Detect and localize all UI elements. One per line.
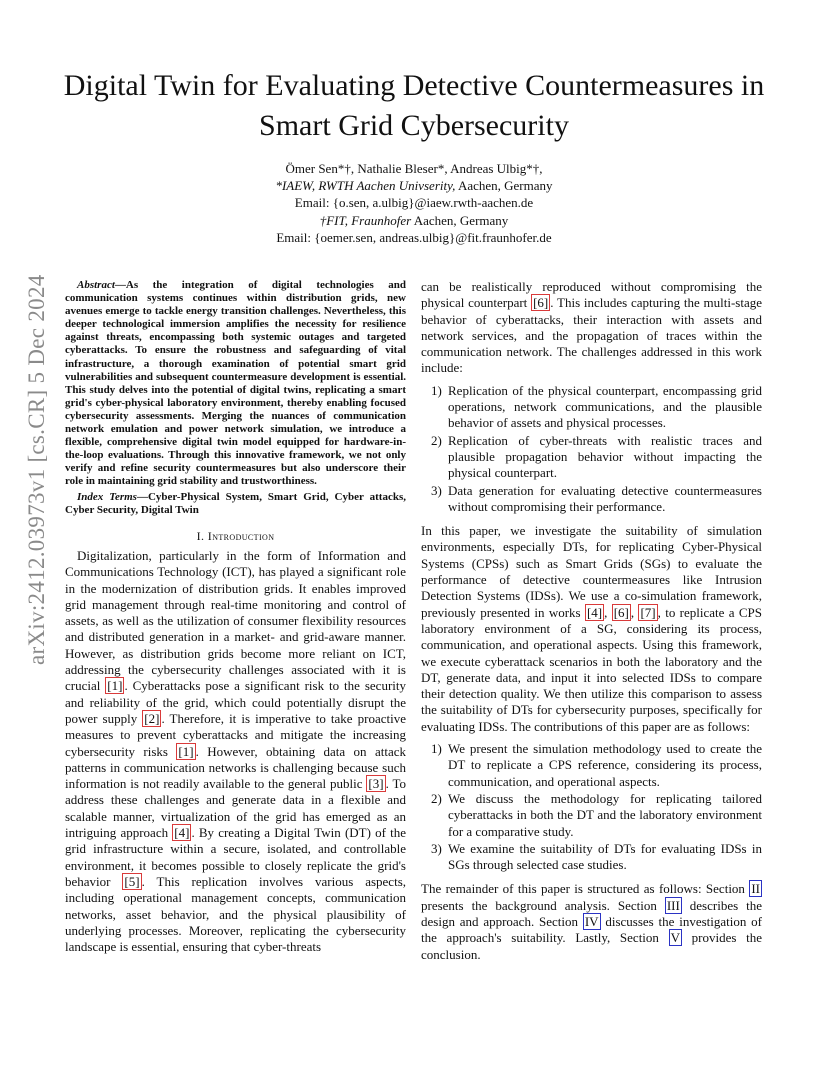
p3-text-2: presents the background analysis. Section [421, 897, 665, 913]
intro-paragraph-continued [421, 279, 762, 377]
list-item-text: We discuss the methodology for replicating tailored cyberattacks in both the DT and the laboratory environment for a comparative study. [448, 790, 762, 839]
author-block [120, 160, 708, 246]
citation-link[interactable]: [7] [640, 604, 656, 620]
list-item-text: We present the simulation methodology used to create the DT to replicate a CPS reference, considering its process, communication, and operational aspects. [448, 741, 762, 789]
p3-text-5: provides the conclusion. [421, 930, 762, 962]
p3-text-1: The remainder of this paper is structured as follows: Section [421, 881, 750, 897]
list-number: 1) [431, 382, 442, 398]
list-item [421, 383, 762, 432]
affiliation-2-place: Aachen, Germany [411, 212, 509, 228]
citation-link[interactable]: [1] [178, 743, 194, 759]
intro-text-9: . This includes capturing the multi-stage behavior of cyberattacks, their interaction with assets and network services, and the propagation of traces within the communication network. The challenges addressed in this work include: [421, 295, 762, 376]
section-heading-introduction: I. Introduction [196, 528, 275, 543]
affiliation-1-institution: *IAEW, RWTH Aachen Univserity, [275, 178, 456, 194]
list-number: 2) [431, 432, 442, 448]
list-number: 3) [431, 482, 442, 498]
abstract-lead: Abstract [77, 279, 115, 291]
section-ref-link[interactable]: IV [584, 913, 599, 929]
index-terms [65, 491, 406, 517]
affiliation-1 [120, 177, 708, 194]
citation-link[interactable]: [2] [144, 710, 160, 726]
section-ref-link[interactable]: V [670, 930, 680, 946]
citation-link[interactable]: [5] [124, 873, 140, 889]
author-names: Ömer Sen*†, Nathalie Bleser*, Andreas Ulbig*†, [285, 161, 543, 176]
intro-text-8: can be realistically reproduced without compromising the physical counterpart [421, 279, 762, 311]
p2-text-3: , [630, 604, 639, 620]
list-item-text: Replication of cyber-threats with realistic traces and plausible propagation behavior without impacting the physical counterpart. [448, 432, 762, 481]
citation-link[interactable]: [1] [107, 678, 123, 694]
list-item [421, 841, 762, 874]
email-1: Email: {o.sen, a.ulbig}@iaew.rwth-aachen.de [294, 195, 534, 211]
list-item [421, 791, 762, 840]
index-terms-lead: Index Terms [77, 490, 137, 503]
list-item-text: We examine the suitability of DTs for evaluating IDSs in SGs through selected case studies. [448, 840, 762, 873]
list-item [421, 483, 762, 516]
list-number: 1) [431, 741, 442, 757]
p3-text-3: describes the design and approach. Section [421, 897, 762, 929]
section-ref-link[interactable]: III [666, 897, 680, 913]
paragraph-structure [421, 881, 762, 962]
list-item-text: Replication of the physical counterpart, encompassing grid operations, network communications, and the plausible behavior of assets and physical processes. [448, 382, 762, 431]
intro-text-3: . Therefore, it is imperative to take proactive measures to prevent cyberattacks and mitigate the increasing cybersecurity risks [65, 710, 406, 759]
paper-title: Digital Twin for Evaluating Detective Countermeasures in Smart Grid Cybersecurity [63, 69, 765, 142]
affiliation-1-place: Aachen, Germany [455, 178, 553, 194]
list-item [421, 741, 762, 790]
p2-text-1: In this paper, we investigate the suitability of simulation environments, especially DTs, for replicating Cyber-Physical Systems (CPSs) such as Smart Grids (SGs) to evaluate the performance of detective countermeasures like Intrusion Detection Systems (IDSs). We use a co-simulation framework, previously presented in works [421, 523, 762, 620]
section-ref-link[interactable]: II [751, 881, 760, 897]
p2-text-2: , [604, 604, 612, 620]
right-column [421, 279, 762, 963]
intro-text-6: . By creating a Digital Twin (DT) of the grid infrastructure within a secure, isolated, and controllable environment, it becomes possible to closely replicate the grid's behavior [65, 825, 406, 889]
list-number: 3) [431, 840, 442, 856]
contributions-list [421, 741, 762, 873]
p3-text-4: discusses the investigation of the approach's suitability. Lastly, Section [421, 913, 762, 946]
list-item-text: Data generation for evaluating detective countermeasures without compromising their performance. [448, 482, 762, 514]
abstract-text: —As the integration of digital technologies and communication systems continues within distribution grids, new avenues emerge to tackle energy transition challenges. Nevertheless, this deeper technological immersion amplifies the necessity for resilience against threats, encompassing both systemic outages and targeted cyberattacks. To ensure the robustness and safeguarding of vital infrastructure, a thorough examination of potential smart grid vulnerabilities and subsequent countermeasure development is essential. This study delves into the potential of digital twins, replicating a smart grid's cyber-physical laboratory environment, thereby enabling focused cybersecurity assessments. Merging the nuances of communication network emulation and power network simulation, we introduce a flexible, comprehensive digital twin model equipped for hardware-in-the-loop evaluations. Through this innovative framework, we not only verify and refine security countermeasures but also underscore their role in maintaining grid stability and trustworthiness. [65, 279, 406, 488]
intro-paragraph [65, 548, 406, 955]
left-column [65, 279, 406, 955]
affiliation-2-institution: †FIT, Fraunhofer [319, 212, 412, 228]
affiliation-2 [120, 212, 708, 229]
list-number: 2) [431, 790, 442, 806]
intro-text-2: . Cyberattacks pose a significant risk to the security and reliability of the grid, which could potentially disrupt the power supply [65, 678, 406, 726]
citation-link[interactable]: [6] [613, 604, 629, 620]
index-terms-text: —Cyber-Physical System, Smart Grid, Cyber attacks, Cyber Security, Digital Twin [65, 490, 406, 516]
arxiv-side-label: arXiv:2412.03973v1 [cs.CR] 5 Dec 2024 [24, 274, 49, 665]
paragraph-contributions-intro [421, 523, 762, 735]
email-2: Email: {oemer.sen, andreas.ulbig}@fit.fraunhofer.de [276, 229, 552, 245]
intro-text-5: . To address these challenges and generate data in a flexible and scalable manner, virtualization of the grid has emerged as an intriguing approach [65, 776, 406, 841]
citation-link[interactable]: [4] [174, 825, 190, 841]
intro-text-7: . This replication involves various aspects, including operational management concepts, communication networks, asset behavior, and the physical plausibility of underlying processes. Moreover, replicating the cybersecurity landscape is essential, ensuring that cyber-threats [65, 873, 407, 955]
citation-link[interactable]: [4] [586, 604, 603, 620]
p2-text-4: , to replicate a CPS laboratory environment of a SG, considering its process, communication, and operational aspects. Using this framework, we execute cyberattack scenarios in both the laboratory and the DT, generate data, and input it into selected IDSs to compare their detection quality. We then utilize this comparison to assess the suitability of DTs for cybersecurity purposes, specifically for evaluating IDSs. The contributions of this paper are as follows: [421, 604, 762, 734]
abstract [65, 279, 406, 489]
intro-text-1: Digitalization, particularly in the form of Information and Communications Technology (ICT), has played a significant role in the modernization of distribution grids. It enables improved grid management through real-time monitoring and control of assets, as well as the utilization of consumer flexibility resources and distributed generation in a market- and grid-aware manner. However, as distribution grids become more reliant on ICT, addressing the cybersecurity challenges associated with it is crucial [65, 547, 406, 694]
intro-text-4: . However, obtaining data on attack patterns in communication networks is challenging because such information is not readily available to the general public [65, 743, 406, 792]
citation-link[interactable]: [3] [368, 776, 384, 792]
challenges-list [421, 383, 762, 515]
list-item [421, 433, 762, 482]
citation-link[interactable]: [6] [533, 295, 549, 311]
